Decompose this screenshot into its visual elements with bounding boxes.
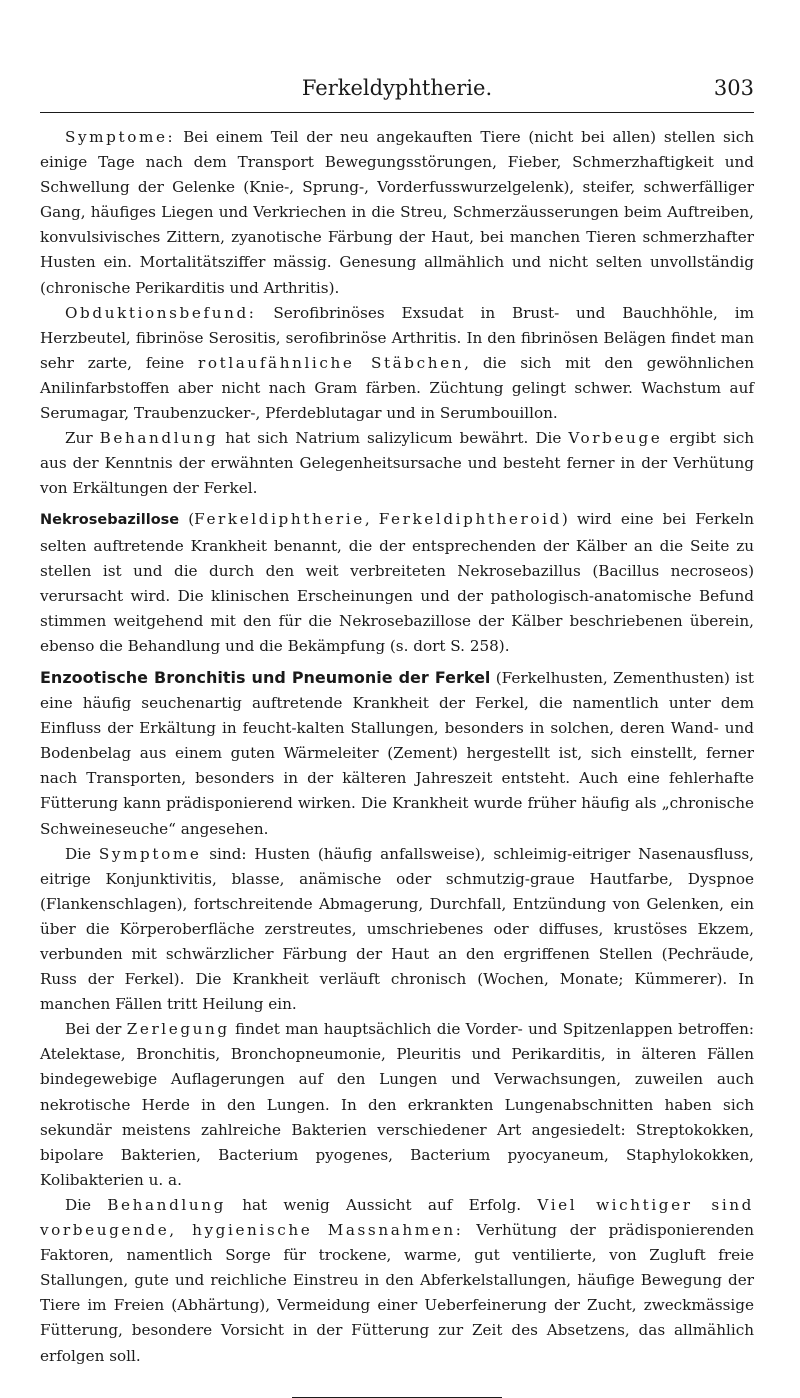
section-heading: Enzootische Bronchitis und Pneumonie der Ferkel [40, 667, 491, 687]
spaced-term: Behandlung [99, 429, 219, 448]
paragraph-text: Serofibrinöses Exsudat in Brust- und Bauchhöhle, im Herzbeutel, fibrinöse Serositis, serofibrinöse Arthritis. In den fibrinösen Belägen findet man sehr zarte, feine [40, 303, 754, 372]
paragraph-text: (Ferkelhusten, Zementhusten) ist eine häufig seuchenartig auftretende Krankheit der Ferkel, die namentlich unter dem Einfluss der Erkältung in feucht-kalten Stallungen, besonders in solchen, deren Wand- und Bodenbelag aus einem guten Wärmeleiter (Zement) hergestellt ist, sich einstellt, ferner nach Transporten, besonders in der kälteren Jahreszeit entsteht. Auch eine fehlerhafte Fütterung kann prädisponierend wirken. Die Krankheit wurde früher häufig als „chronische Schweineseuche“ angesehen. [40, 668, 754, 838]
spaced-term: Viel wichtiger sind vorbeugende, hygienische Massnahmen: [40, 1195, 754, 1240]
paragraph-text: hat sich Natrium salizylicum bewährt. Die [218, 429, 569, 448]
paragraph-text: Bei der [65, 1020, 127, 1039]
spaced-term: Vorbeuge [568, 429, 663, 448]
paragraph-text: Zur [65, 429, 100, 448]
spaced-term: Symptome: [65, 128, 176, 146]
spaced-term: Symptome [98, 844, 202, 863]
spaced-term: Ferkeldiphtherie [194, 510, 365, 529]
running-header [40, 72, 754, 113]
paragraph-text: sind: Husten (häufig anfallsweise), schleimig-eitriger Nasenausfluss, eitrige Konjunktivitis, blasse, anämische oder schmutzig-graue Hautfarbe, Dyspnoe (Flankenschlagen), fortschreitende Abmagerung, Durchfall, Entzündung von Gelenken, ein über die Körperoberfläche zerstreutes, umschriebenes oder diffuses, krustöses Ekzem, verbunden mit schwärzlicher Färbung der Haut an den ergriffenen Stellen (Pechräude, Russ der Ferkel). Die Krankheit verläuft chronisch (Wochen, Monate; Kümmerer). In manchen Fällen tritt Heilung ein. [40, 844, 754, 1014]
spaced-term: Zerlegung [126, 1020, 230, 1039]
running-title: Ferkeldyphtherie. [301, 76, 493, 100]
page-number: 303 [713, 76, 754, 100]
paragraph-treatment-2 [40, 1193, 754, 1369]
paragraph-nekrosebazillose [40, 507, 754, 659]
spaced-term: rotlaufähnliche Stäbchen [198, 353, 465, 372]
paragraph-symptoms [40, 125, 754, 301]
paragraph-enzootic-bronchitis [40, 665, 754, 842]
spaced-term: Obduktionsbefund: [65, 303, 257, 322]
paragraph-dissection [40, 1017, 754, 1193]
paragraph-text: ergibt sich aus der Kenntnis der erwähnten Gelegenheitsursache und besteht ferner in der Verhütung von Erkältungen der Ferkel. [40, 429, 754, 498]
book-page [40, 72, 754, 1398]
paragraph-text: Die [65, 844, 99, 863]
paragraph-text: Die [65, 1195, 108, 1214]
paragraph-autopsy [40, 301, 754, 426]
spaced-term: Behandlung [107, 1195, 226, 1214]
section-heading: Nekrosebazillose [40, 512, 180, 529]
closing-rule [292, 1397, 502, 1398]
paragraph-text: , [364, 510, 379, 529]
paragraph-text: hat wenig Aussicht auf Erfolg. [225, 1195, 538, 1214]
paragraph-text: Verhütung der prädisponierenden Faktoren, namentlich Sorge für trockene, warme, gut ventilierte, von Zugluft freie Stallungen, gute und reichliche Einstreu in den Abferkelstallungen, häufige Bewegung der Tiere im Freien (Abhärtung), Vermeidung einer Ueberfeinerung der Zucht, zweckmässige Fütterung, besondere Vorsicht in der Fütterung zur Zeit des Absetzens, das allmählich erfolgen soll. [40, 1221, 754, 1365]
paragraph-text: Bei einem Teil der neu angekauften Tiere (nicht bei allen) stellen sich einige Tage nach dem Transport Bewegungsstörungen, Fieber, Schmerzhaftigkeit und Schwellung der Gelenke (Knie-, Sprung-, Vorderfusswurzelgelenk), steifer, schwerfälliger Gang, häufiges Liegen und Verkriechen in die Streu, Schmerzäusserungen beim Auftreiben, konvulsivisches Zittern, zyanotische Färbung der Haut, bei manchen Tieren schmerzhafter Husten ein. Mortalitätsziffer mässig. Genesung allmählich und nicht selten unvollständig (chronische Perikarditis und Arthritis). [40, 128, 754, 297]
paragraph-text: findet man hauptsächlich die Vorder- und Spitzenlappen betroffen: Atelektase, Bronchitis, Bronchopneumonie, Pleuritis und Perikarditis, in älteren Fällen bindegewebige Auflagerungen auf den Lungen und Verwachsungen, zuweilen auch nekrotische Herde in den Lungen. In den erkrankten Lungenabschnitten haben sich sekundär meistens zahlreiche Bakterien verschiedener Art angesiedelt: Streptokokken, bipolare Bakterien, Bacterium pyogenes, Bacterium pyocyaneum, Staphylokokken, Kolibakterien u. a. [40, 1020, 754, 1189]
paragraph-treatment [40, 426, 754, 501]
paragraph-text: ( [179, 510, 195, 529]
paragraph-symptoms-2 [40, 842, 754, 1018]
body-text [40, 125, 754, 1369]
paragraph-text: ) wird eine bei Ferkeln selten auftretende Krankheit benannt, die der entsprechenden der Kälber an die Seite zu stellen ist und die durch den weit verbreiteten Nekrosebazillus (Bacillus necroseos) verursacht wird. Die klinischen Erscheinungen und der pathologisch-anatomische Befund stimmen weitgehend mit den für die Nekrosebazillose der Kälber beschriebenen überein, ebenso die Behandlung und die Bekämpfung (s. dort S. 258). [40, 510, 754, 655]
paragraph-text: , die sich mit den gewöhnlichen Anilinfarbstoffen aber nicht nach Gram färben. Züchtung gelingt schwer. Wachstum auf Serumagar, Traubenzucker-, Pferdeblutagar und in Serumbouillon. [40, 353, 754, 423]
spaced-term: Ferkeldiphtheroid [378, 510, 562, 529]
